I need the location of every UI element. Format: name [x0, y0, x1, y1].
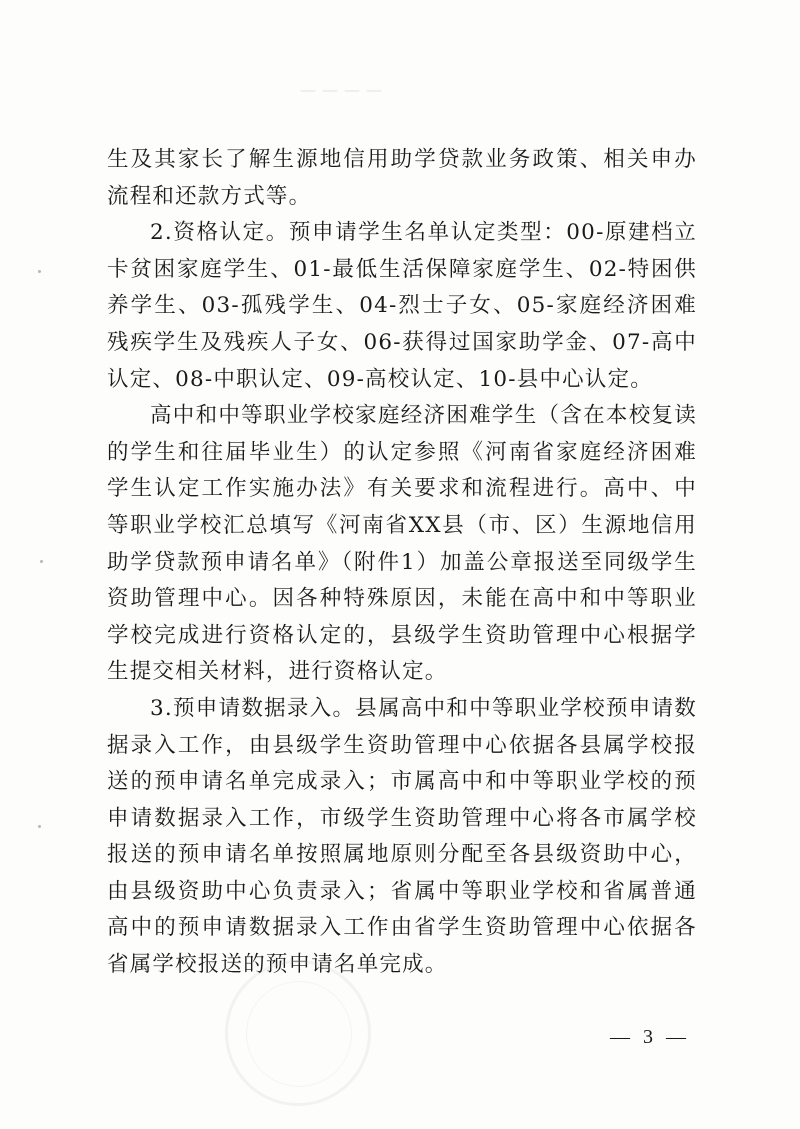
seal-inner-ring — [246, 981, 352, 1087]
scan-speck — [38, 270, 41, 273]
scan-speck — [38, 825, 41, 828]
page-number: — 3 — — [610, 1026, 690, 1048]
paragraph-3: 高中和中等职业学校家庭经济困难学生（含在本校复读的学生和往届毕业生）的认定参照《河南省家庭经济困难学生认定工作实施办法》有关要求和流程进行。高中、中等职业学校汇总填写《河南省XX县（市、区）生源地信用助学贷款预申请名单》（附件1）加盖公章报送至同级学生资助管理中心。因各种特殊原因，未能在高中和中等职业学校完成进行资格认定的，县级学生资助管理中心根据学生提交相关材料，进行资格认定。 — [107, 403, 697, 685]
bleed-through-mark: ———— — [300, 80, 388, 99]
paragraph-2: 2.资格认定。预申请学生名单认定类型：00-原建档立卡贫困家庭学生、01-最低生活保障家庭学生、02-特困供养学生、03-孤残学生、04-烈士子女、05-家庭经济困难残疾学生及残疾人子女、06-获得过国家助学金、07-高中认定、08-中职认定、09-高校认定、10-县中心认定。 — [107, 220, 697, 392]
scan-speck — [40, 560, 43, 563]
paragraph-4: 3.预申请数据录入。县属高中和中等职业学校预申请数据录入工作，由县级学生资助管理中心依据各县属学校报送的预申请名单完成录入；市属高中和中等职业学校的预申请数据录入工作，市级学生资助管理中心将各市属学校报送的预申请名单按照属地原则分配至各县级资助中心，由县级资助中心负责录入；省属中等职业学校和省属普通高中的预申请数据录入工作由省学生资助管理中心依据各省属学校报送的预申请名单完成。 — [107, 695, 697, 978]
paragraph-1: 生及其家长了解生源地信用助学贷款业务政策、相关申办流程和还款方式等。 — [107, 147, 697, 209]
faded-seal-stamp — [225, 960, 371, 1106]
body-text — [107, 142, 697, 984]
